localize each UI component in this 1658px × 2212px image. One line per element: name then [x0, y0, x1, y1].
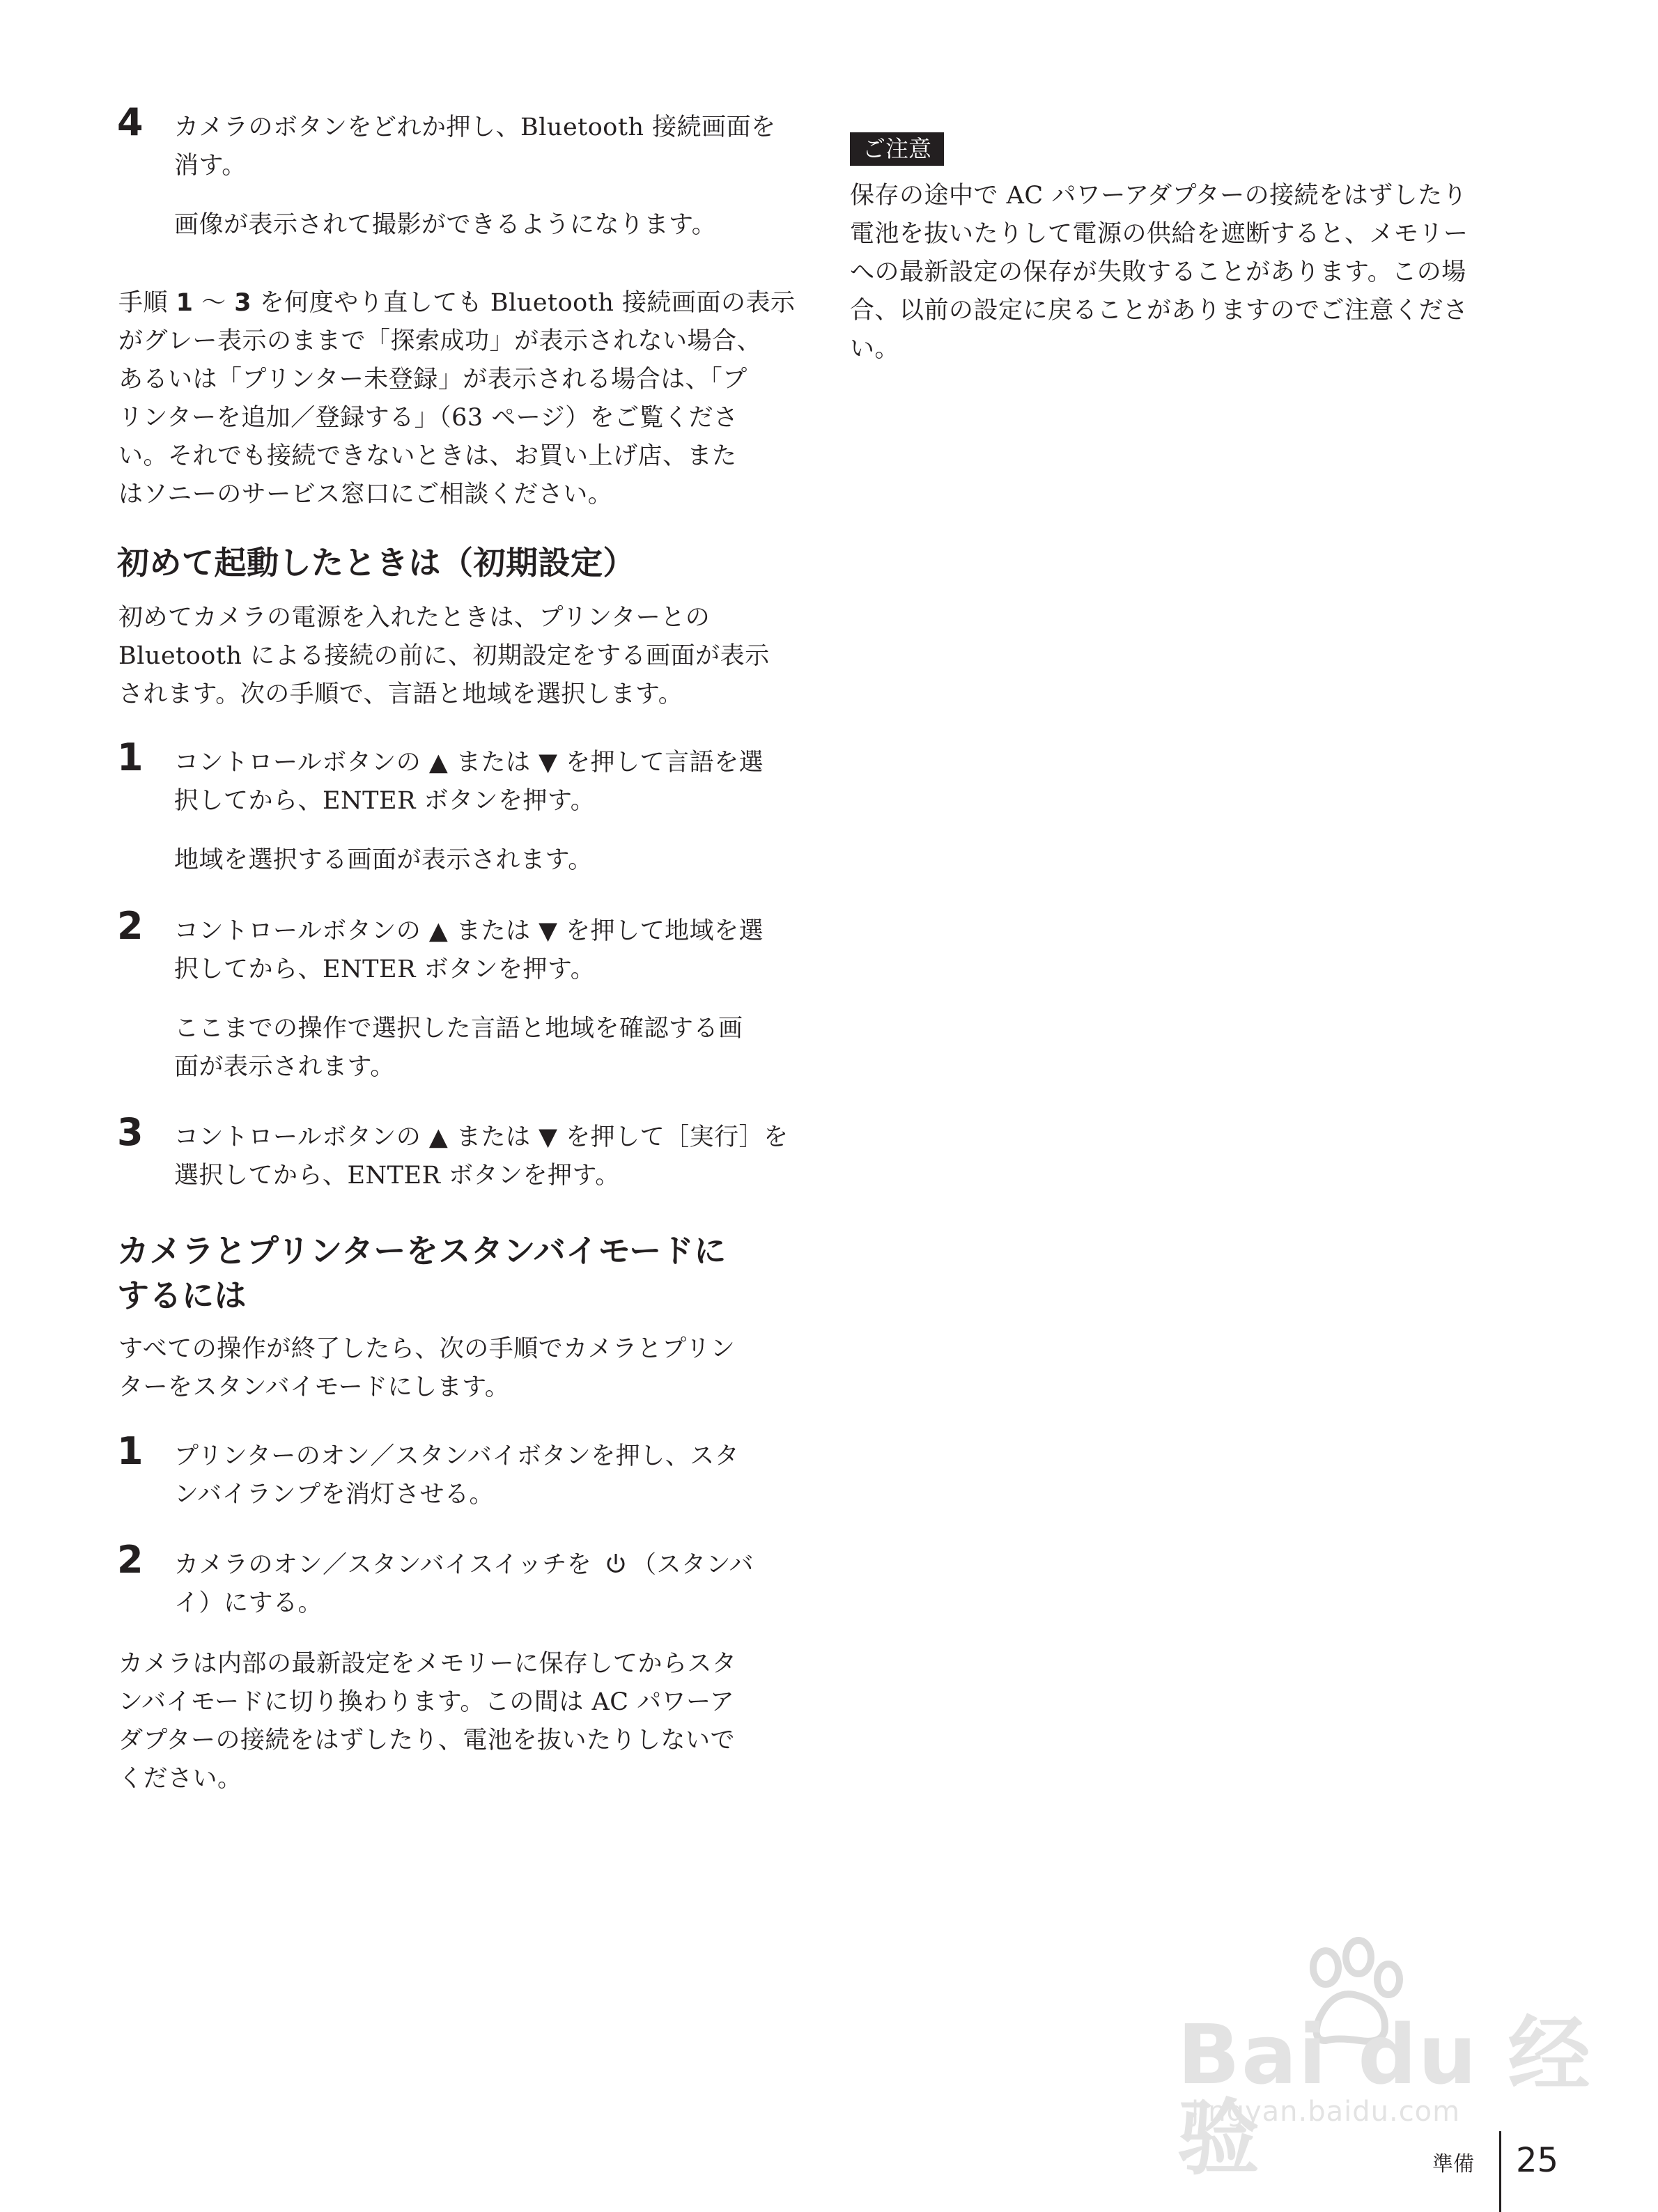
step-text: 択してから、ENTER ボタンを押す。	[174, 956, 596, 983]
step-result: ここまでの操作で選択した言語と地域を確認する画	[174, 1015, 743, 1043]
step-text: コントロールボタンの ▲ または ▼ を押して地域を選	[174, 917, 764, 945]
power-standby-icon	[604, 1552, 628, 1577]
paragraph-line: されます。次の手順で、言語と地域を選択します。	[118, 680, 683, 708]
step-text: コントロールボタンの ▲ または ▼ を押して言語を選	[174, 749, 764, 777]
paragraph-line: あるいは「プリンター未登録」が表示される場合は、「プ	[118, 366, 747, 394]
step-text: イ）にする。	[174, 1589, 323, 1617]
paragraph-line: 初めてカメラの電源を入れたときは、プリンターとの	[118, 604, 711, 632]
step-number: 2	[117, 1538, 144, 1582]
step-number: 2	[117, 904, 144, 948]
section-heading: カメラとプリンターをスタンバイモードに	[117, 1232, 727, 1270]
caution-line: 合、以前の設定に戻ることがありますのでご注意くださ	[850, 297, 1469, 325]
paragraph-line: すべての操作が終了したら、次の手順でカメラとプリン	[118, 1335, 736, 1363]
page-number: 25	[1516, 2141, 1559, 2180]
paragraph-line: はソニーのサービス窓口にご相談ください。	[118, 481, 613, 508]
paragraph-line: がグレー表示のままで「探索成功」が表示されない場合、	[118, 327, 762, 355]
paragraph-line: リンターを追加／登録する」（63 ページ）をご覧くださ	[118, 404, 738, 432]
footer-section-label: 準備	[1432, 2152, 1474, 2176]
step-number: 1	[117, 1429, 144, 1473]
step-number: 4	[117, 100, 144, 144]
step-text: カメラのオン／スタンバイスイッチを （スタンバ	[174, 1551, 754, 1579]
watermark-url: jingyan.baidu.com	[1191, 2096, 1461, 2128]
step-text: 選択してから、ENTER ボタンを押す。	[174, 1162, 620, 1190]
watermark-brand: Bai du 经验	[1177, 2007, 1592, 2186]
caution-line: 保存の途中で AC パワーアダプターの接続をはずしたり	[850, 182, 1468, 210]
step-text: 択してから、ENTER ボタンを押す。	[174, 787, 596, 815]
paragraph-line: 手順 1 ～ 3 を何度やり直しても Bluetooth 接続画面の表示	[118, 289, 796, 317]
step-result: 面が表示されます。	[174, 1053, 395, 1081]
paragraph-line: ターをスタンバイモードにします。	[118, 1373, 510, 1401]
step-number: 3	[117, 1110, 144, 1154]
caution-line: 電池を抜いたりして電源の供給を遮断すると、メモリー	[850, 220, 1469, 248]
section-heading: 初めて起動したときは（初期設定）	[117, 544, 635, 582]
paragraph-line: Bluetooth による接続の前に、初期設定をする画面が表示	[118, 642, 770, 670]
paragraph-line: カメラは内部の最新設定をメモリーに保存してからスタ	[118, 1650, 737, 1678]
step-text: 消す。	[174, 152, 247, 180]
paragraph-line: ンバイモードに切り換わります。この間は AC パワーア	[118, 1688, 735, 1716]
paragraph-line: い。それでも接続できないときは、お買い上げ店、また	[118, 442, 737, 470]
step-text: ンバイランプを消灯させる。	[174, 1481, 495, 1509]
paragraph-line: ダプターの接続をはずしたり、電池を抜いたりしないで	[118, 1727, 736, 1754]
step-text: コントロールボタンの ▲ または ▼ を押して［実行］を	[174, 1123, 789, 1151]
step-text: カメラのボタンをどれか押し、Bluetooth 接続画面を	[174, 114, 776, 141]
caution-badge: ご注意	[850, 132, 944, 166]
section-heading: するには	[117, 1277, 247, 1314]
footer-divider	[1499, 2131, 1501, 2212]
step-number: 1	[117, 735, 144, 779]
caution-line: への最新設定の保存が失敗することがあります。この場	[850, 258, 1466, 286]
paragraph-line: ください。	[118, 1765, 242, 1793]
step-text: プリンターのオン／スタンバイボタンを押し、スタ	[174, 1442, 740, 1470]
caution-line: い。	[850, 335, 900, 363]
step-result: 地域を選択する画面が表示されます。	[174, 846, 593, 874]
step-result: 画像が表示されて撮影ができるようになります。	[174, 211, 717, 239]
